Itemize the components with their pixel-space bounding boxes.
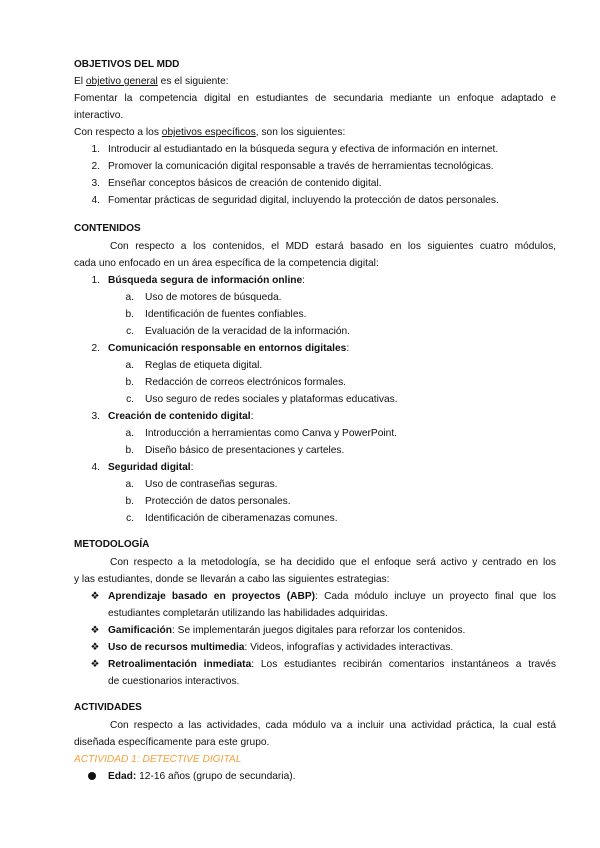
list-number: 2. xyxy=(91,161,100,172)
module-title xyxy=(108,410,556,423)
module-subitem: Uso de motores de búsqueda. xyxy=(145,292,282,303)
sub-letter: a. xyxy=(125,479,134,490)
module-subitem: Protección de datos personales. xyxy=(145,496,291,507)
module-subitem: Uso seguro de redes sociales y plataformas educativas. xyxy=(145,394,398,405)
metodologia-item xyxy=(108,624,556,637)
list-number: 4. xyxy=(91,462,100,473)
objetivo-general-text-cont: interactivo. xyxy=(74,110,124,121)
sub-letter: c. xyxy=(126,513,134,524)
text: : Cada módulo incluye un proyecto final que los xyxy=(315,591,556,602)
age-label: Edad: xyxy=(108,771,137,782)
diamond-bullet-icon: ❖ xyxy=(90,625,100,636)
module-subitem: Uso de contraseñas seguras. xyxy=(145,479,278,490)
actividades-intro-cont: diseñada específicamente para este grupo. xyxy=(74,737,270,748)
module-name: Comunicación responsable en entornos digitales xyxy=(108,343,347,354)
metodologia-item xyxy=(108,658,556,671)
objetivo-item: Promover la comunicación digital responsable a través de herramientas tecnológicas. xyxy=(108,161,494,172)
text: : xyxy=(302,275,306,286)
text: El xyxy=(74,76,86,87)
text: : xyxy=(190,462,194,473)
text: : Los estudiantes recibirán comentarios instantáneos a través xyxy=(251,659,556,670)
module-subitem: Evaluación de la veracidad de la información. xyxy=(145,326,351,337)
bullet-dot-icon xyxy=(88,772,96,780)
metodologia-item xyxy=(108,590,556,603)
sub-letter: b. xyxy=(125,309,134,320)
module-subitem: Diseño básico de presentaciones y carteles. xyxy=(145,445,345,456)
module-name: Creación de contenido digital xyxy=(108,411,251,422)
section-heading-metodologia: METODOLOGÍA xyxy=(74,539,150,550)
list-number: 1. xyxy=(91,144,100,155)
sub-letter: b. xyxy=(125,496,134,507)
section-heading-contenidos: CONTENIDOS xyxy=(74,223,141,234)
list-number: 4. xyxy=(91,195,100,206)
activity-title: ACTIVIDAD 1: DETECTIVE DIGITAL xyxy=(74,754,242,765)
sub-letter: c. xyxy=(126,394,134,405)
sub-letter: b. xyxy=(125,377,134,388)
section-heading-actividades: ACTIVIDADES xyxy=(74,702,142,713)
strategy-name: Gamificación xyxy=(108,625,172,636)
objetivo-item: Enseñar conceptos básicos de creación de contenido digital. xyxy=(108,178,382,189)
sub-letter: a. xyxy=(125,292,134,303)
sub-letter: a. xyxy=(125,428,134,439)
list-number: 1. xyxy=(91,275,100,286)
objetivos-especificos-term: objetivos específicos xyxy=(161,127,256,138)
sub-letter: b. xyxy=(125,445,134,456)
module-name: Búsqueda segura de información online xyxy=(108,275,303,286)
text: : xyxy=(346,343,350,354)
sub-letter: c. xyxy=(126,326,134,337)
module-title xyxy=(108,461,556,474)
objetivo-general-line xyxy=(74,75,556,88)
contenidos-intro-cont: cada uno enfocado en un área específica de la competencia digital: xyxy=(74,258,379,269)
module-title xyxy=(108,342,556,355)
text: , son los siguientes: xyxy=(255,127,346,138)
activity-age xyxy=(108,770,556,783)
strategy-name: Aprendizaje basado en proyectos (ABP) xyxy=(108,591,316,602)
age-value: 12-16 años (grupo de secundaria). xyxy=(136,771,296,782)
metodologia-item xyxy=(108,641,556,654)
module-subitem: Reglas de etiqueta digital. xyxy=(145,360,263,371)
list-number: 3. xyxy=(91,411,100,422)
module-subitem: Redacción de correos electrónicos formales. xyxy=(145,377,347,388)
contenidos-intro: Con respecto a los contenidos, el MDD estará basado en los siguientes cuatro módulos, xyxy=(110,241,556,252)
text: : xyxy=(250,411,254,422)
section-heading-objetivos: OBJETIVOS DEL MDD xyxy=(74,59,180,70)
diamond-bullet-icon: ❖ xyxy=(90,591,100,602)
sub-letter: a. xyxy=(125,360,134,371)
strategy-name: Uso de recursos multimedia xyxy=(108,642,245,653)
metodologia-intro-cont: y las estudiantes, donde se llevarán a cabo las siguientes estrategias: xyxy=(74,574,390,585)
strategy-name: Retroalimentación inmediata xyxy=(108,659,252,670)
module-title xyxy=(108,274,556,287)
metodologia-intro: Con respecto a la metodología, se ha decidido que el enfoque será activo y centrado en los xyxy=(110,557,556,568)
metodologia-item-cont: de cuestionarios interactivos. xyxy=(108,676,240,687)
metodologia-item-cont: estudiantes completarán utilizando las habilidades adquiridas. xyxy=(108,608,388,619)
actividades-intro: Con respecto a las actividades, cada módulo va a incluir una actividad práctica, la cual está xyxy=(110,720,556,731)
text: es el siguiente: xyxy=(157,76,229,87)
module-subitem: Introducción a herramientas como Canva y PowerPoint. xyxy=(145,428,397,439)
module-subitem: Identificación de fuentes confiables. xyxy=(145,309,307,320)
text: : Videos, infografías y actividades interactivas. xyxy=(244,642,454,653)
objetivo-general-term: objetivo general xyxy=(85,76,158,87)
diamond-bullet-icon: ❖ xyxy=(90,642,100,653)
list-number: 2. xyxy=(91,343,100,354)
objetivo-item: Introducir al estudiantado en la búsqueda segura y efectiva de información en internet. xyxy=(108,144,499,155)
objetivo-item: Fomentar prácticas de seguridad digital, incluyendo la protección de datos personales. xyxy=(108,195,499,206)
module-name: Seguridad digital xyxy=(108,462,191,473)
module-subitem: Identificación de ciberamenazas comunes. xyxy=(145,513,338,524)
diamond-bullet-icon: ❖ xyxy=(90,659,100,670)
list-number: 3. xyxy=(91,178,100,189)
objetivos-especificos-line xyxy=(74,126,556,139)
text: Con respecto a los xyxy=(74,127,162,138)
objetivo-general-text: Fomentar la competencia digital en estudiantes de secundaria mediante un enfoque adaptado e xyxy=(74,93,556,104)
text: : Se implementarán juegos digitales para reforzar los contenidos. xyxy=(171,625,466,636)
